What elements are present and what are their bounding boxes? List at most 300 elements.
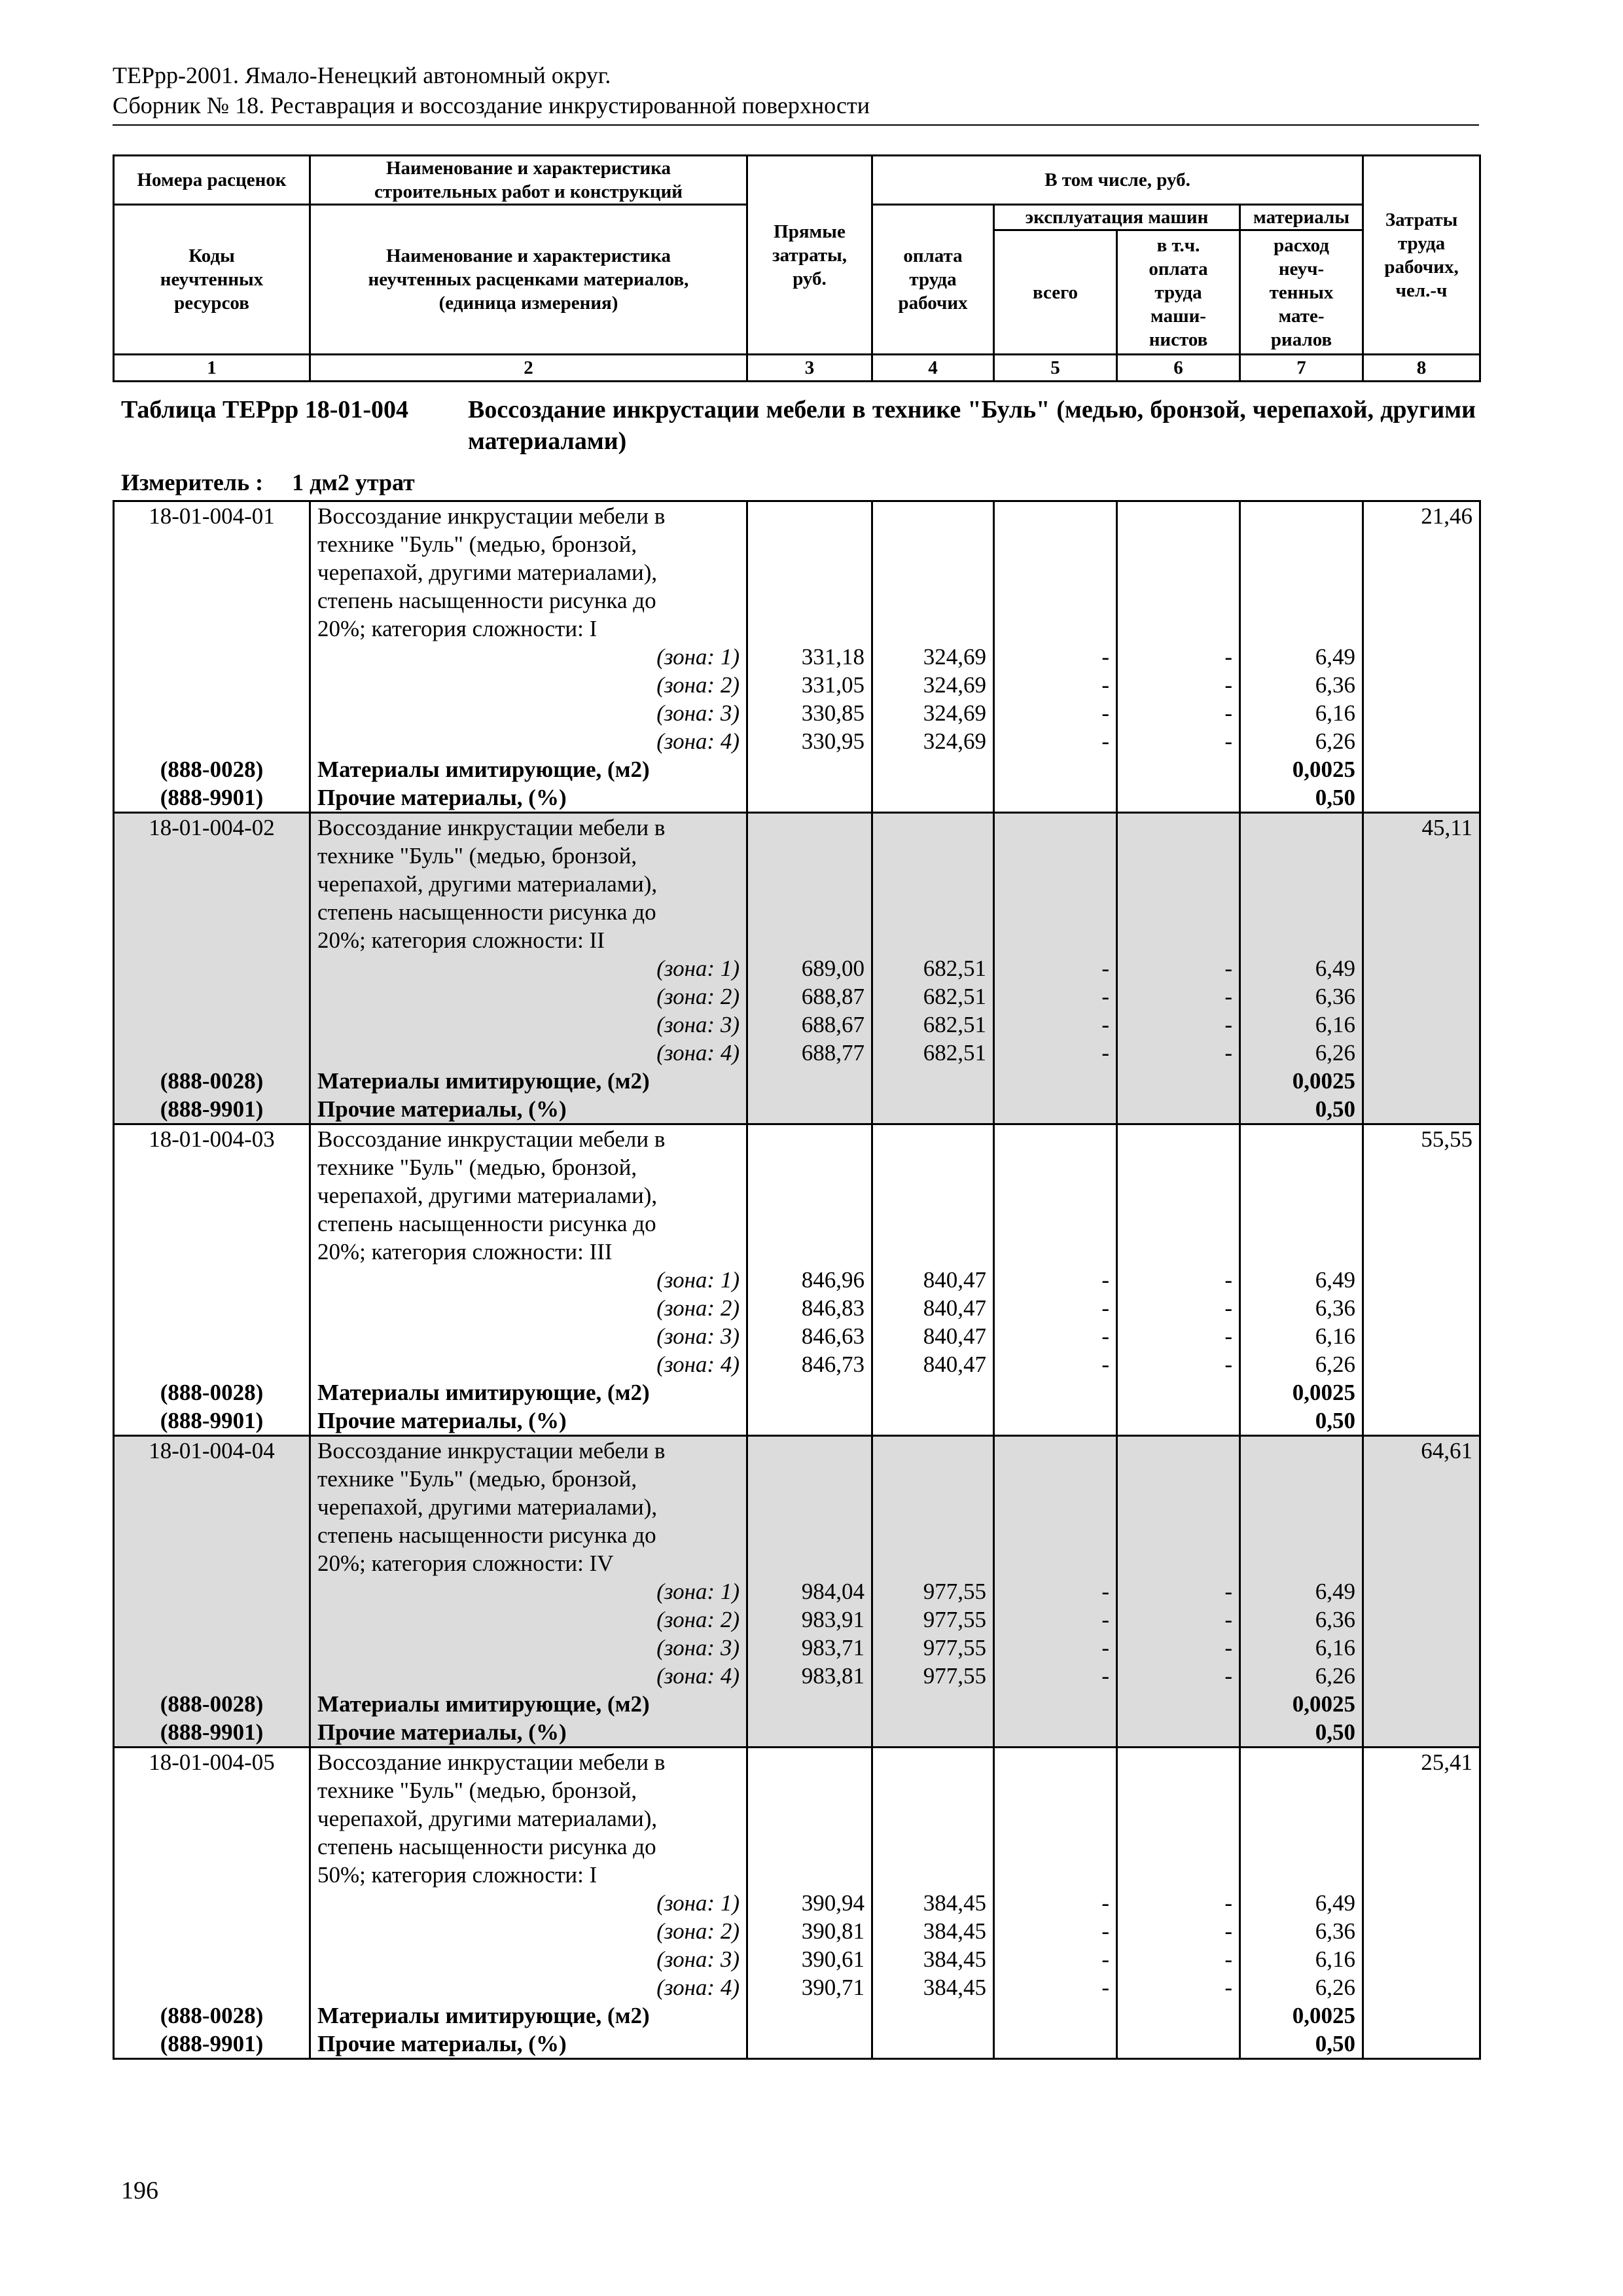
empty-cell (994, 1067, 1117, 1095)
labor-pay-value: 324,69 (872, 727, 994, 755)
zone-label: (зона: 2) (310, 1294, 747, 1322)
empty-cell (114, 1861, 310, 1889)
empty-cell (1363, 2030, 1480, 2059)
rate-code: 18-01-004-01 (114, 501, 310, 531)
labor-pay-value: 384,45 (872, 1973, 994, 2001)
labor-pay-value: 682,51 (872, 1011, 994, 1039)
empty-cell (1363, 1861, 1480, 1889)
empty-cell (872, 1181, 994, 1210)
zone-label: (зона: 3) (310, 699, 747, 727)
zone-row (114, 1634, 1480, 1662)
empty-cell (1117, 1067, 1240, 1095)
empty-cell (1117, 842, 1240, 870)
machinist-pay-value: - (1117, 727, 1240, 755)
rate-description-line: 20%; категория сложности: III (310, 1238, 747, 1266)
empty-cell (1240, 1210, 1363, 1238)
empty-cell (994, 1124, 1117, 1154)
direct-cost-value: 390,61 (747, 1945, 872, 1973)
resource-consumption-value: 0,50 (1240, 1718, 1363, 1748)
zone-label: (зона: 1) (310, 1889, 747, 1917)
empty-cell (1240, 501, 1363, 531)
rate-description-line: степень насыщенности рисунка до (310, 1833, 747, 1861)
labor-pay-value: 384,45 (872, 1889, 994, 1917)
rate-description-line: 20%; категория сложности: IV (310, 1549, 747, 1577)
table-row (114, 870, 1480, 898)
empty-cell (872, 2001, 994, 2030)
empty-cell (1117, 1210, 1240, 1238)
empty-cell (1363, 1294, 1480, 1322)
empty-cell (1240, 1776, 1363, 1804)
table-row (114, 1861, 1480, 1889)
empty-cell (114, 1662, 310, 1690)
resource-name: Прочие материалы, (%) (310, 783, 747, 813)
resource-consumption-value: 0,0025 (1240, 1690, 1363, 1718)
empty-cell (1363, 926, 1480, 954)
empty-cell (747, 1095, 872, 1124)
direct-cost-value: 688,67 (747, 1011, 872, 1039)
header-direct-costs: Прямые затраты, руб. (747, 156, 872, 355)
resource-row (114, 1718, 1480, 1748)
empty-cell (1240, 813, 1363, 842)
meter-label: Измеритель : (121, 469, 264, 495)
empty-cell (1363, 1095, 1480, 1124)
rate-description-line: технике "Буль" (медью, бронзой, (310, 1776, 747, 1804)
table-row (114, 813, 1480, 842)
empty-cell (1240, 1124, 1363, 1154)
empty-cell (994, 1407, 1117, 1436)
resource-consumption-value: 0,0025 (1240, 1067, 1363, 1095)
labor-cost-value: 25,41 (1363, 1748, 1480, 1777)
empty-cell (1363, 898, 1480, 926)
rate-description-line: черепахой, другими материалами), (310, 558, 747, 586)
direct-cost-value: 331,18 (747, 643, 872, 671)
rate-description-line: Воссоздание инкрустации мебели в (310, 1436, 747, 1465)
zone-label: (зона: 1) (310, 1266, 747, 1294)
labor-pay-value: 840,47 (872, 1266, 994, 1294)
empty-cell (114, 1153, 310, 1181)
materials-value: 6,49 (1240, 954, 1363, 982)
zone-label: (зона: 3) (310, 1945, 747, 1973)
empty-cell (114, 982, 310, 1011)
empty-cell (994, 530, 1117, 558)
empty-cell (872, 501, 994, 531)
table-code: Таблица ТЕРрр 18-01-004 (121, 396, 409, 423)
resource-consumption-value: 0,0025 (1240, 2001, 1363, 2030)
empty-cell (994, 501, 1117, 531)
empty-cell (747, 1718, 872, 1748)
empty-cell (1363, 1039, 1480, 1067)
direct-cost-value: 330,85 (747, 699, 872, 727)
machinist-pay-value: - (1117, 699, 1240, 727)
empty-cell (872, 1238, 994, 1266)
empty-cell (1117, 501, 1240, 531)
empty-cell (114, 1973, 310, 2001)
resource-row (114, 783, 1480, 813)
rate-description-line: технике "Буль" (медью, бронзой, (310, 842, 747, 870)
resource-name: Прочие материалы, (%) (310, 1095, 747, 1124)
empty-cell (747, 1465, 872, 1493)
machines-total-value: - (994, 727, 1117, 755)
direct-cost-value: 688,87 (747, 982, 872, 1011)
rate-description-line: степень насыщенности рисунка до (310, 1521, 747, 1549)
empty-cell (114, 1577, 310, 1605)
zone-label: (зона: 2) (310, 671, 747, 699)
machines-total-value: - (994, 1294, 1117, 1322)
rate-description-line: технике "Буль" (медью, бронзой, (310, 530, 747, 558)
direct-cost-value: 846,96 (747, 1266, 872, 1294)
table-title-text: Воссоздание инкрустации мебели в технике "Буль" (медью, бронзой, черепахой, другими материалами) (468, 396, 1476, 455)
direct-cost-value: 390,81 (747, 1917, 872, 1945)
column-number: 3 (747, 355, 872, 382)
labor-pay-value: 682,51 (872, 954, 994, 982)
empty-cell (994, 755, 1117, 783)
column-header-table (113, 154, 1481, 382)
empty-cell (994, 1238, 1117, 1266)
header-machines-total: всего (994, 230, 1117, 355)
materials-value: 6,26 (1240, 1350, 1363, 1378)
table-row (114, 530, 1480, 558)
empty-cell (1117, 1549, 1240, 1577)
labor-pay-value: 977,55 (872, 1662, 994, 1690)
empty-cell (114, 842, 310, 870)
direct-cost-value: 330,95 (747, 727, 872, 755)
machinist-pay-value: - (1117, 1350, 1240, 1378)
empty-cell (747, 2030, 872, 2059)
zone-label: (зона: 2) (310, 1605, 747, 1634)
column-number: 4 (872, 355, 994, 382)
zone-row (114, 1917, 1480, 1945)
empty-cell (872, 1124, 994, 1154)
machinist-pay-value: - (1117, 1294, 1240, 1322)
machinist-pay-value: - (1117, 1605, 1240, 1634)
empty-cell (872, 1493, 994, 1521)
empty-cell (114, 586, 310, 615)
table-row (114, 1549, 1480, 1577)
empty-cell (872, 842, 994, 870)
header-labor-cost: Затраты труда рабочих, чел.-ч (1363, 156, 1480, 355)
empty-cell (994, 1549, 1117, 1577)
empty-cell (114, 870, 310, 898)
zone-row (114, 1350, 1480, 1378)
empty-cell (872, 1378, 994, 1407)
resource-code: (888-9901) (114, 2030, 310, 2059)
empty-cell (747, 558, 872, 586)
rate-description-line: черепахой, другими материалами), (310, 1181, 747, 1210)
materials-value: 6,26 (1240, 1973, 1363, 2001)
zone-label: (зона: 3) (310, 1011, 747, 1039)
labor-pay-value: 682,51 (872, 982, 994, 1011)
rate-description-line: степень насыщенности рисунка до (310, 898, 747, 926)
resource-row (114, 755, 1480, 783)
empty-cell (1363, 954, 1480, 982)
header-rule (113, 124, 1479, 126)
empty-cell (872, 1067, 994, 1095)
empty-cell (1363, 1662, 1480, 1690)
empty-cell (994, 1861, 1117, 1889)
empty-cell (114, 558, 310, 586)
empty-cell (1117, 530, 1240, 558)
labor-cost-value: 64,61 (1363, 1436, 1480, 1465)
empty-cell (114, 954, 310, 982)
empty-cell (114, 1776, 310, 1804)
resource-code: (888-0028) (114, 1378, 310, 1407)
resource-code: (888-9901) (114, 1718, 310, 1748)
empty-cell (1363, 1917, 1480, 1945)
rate-description-line: степень насыщенности рисунка до (310, 1210, 747, 1238)
zone-label: (зона: 3) (310, 1634, 747, 1662)
machines-total-value: - (994, 1039, 1117, 1067)
resource-code: (888-0028) (114, 1690, 310, 1718)
empty-cell (994, 615, 1117, 643)
zone-row (114, 643, 1480, 671)
zone-label: (зона: 4) (310, 727, 747, 755)
empty-cell (1363, 1804, 1480, 1833)
machines-total-value: - (994, 1322, 1117, 1350)
empty-cell (994, 2030, 1117, 2059)
machines-total-value: - (994, 1266, 1117, 1294)
direct-cost-value: 390,94 (747, 1889, 872, 1917)
rate-description-line: 20%; категория сложности: I (310, 615, 747, 643)
header-materials-consumption: расход неуч- тенных мате- риалов (1240, 230, 1363, 355)
resource-code: (888-9901) (114, 1407, 310, 1436)
empty-cell (872, 1465, 994, 1493)
empty-cell (1117, 1124, 1240, 1154)
empty-cell (1117, 1521, 1240, 1549)
empty-cell (872, 1748, 994, 1777)
empty-cell (994, 1436, 1117, 1465)
empty-cell (747, 1436, 872, 1465)
labor-pay-value: 324,69 (872, 643, 994, 671)
empty-cell (872, 898, 994, 926)
table-row (114, 615, 1480, 643)
machinist-pay-value: - (1117, 1889, 1240, 1917)
page-number: 196 (121, 2177, 158, 2204)
resource-name: Прочие материалы, (%) (310, 1407, 747, 1436)
empty-cell (1117, 1776, 1240, 1804)
empty-cell (114, 1350, 310, 1378)
empty-cell (872, 783, 994, 813)
labor-pay-value: 840,47 (872, 1322, 994, 1350)
resource-name: Прочие материалы, (%) (310, 1718, 747, 1748)
machinist-pay-value: - (1117, 982, 1240, 1011)
table-row (114, 1181, 1480, 1210)
empty-cell (1240, 558, 1363, 586)
empty-cell (747, 1521, 872, 1549)
empty-cell (1117, 870, 1240, 898)
materials-value: 6,36 (1240, 1605, 1363, 1634)
empty-cell (747, 2001, 872, 2030)
header-materials: материалы (1240, 205, 1363, 230)
empty-cell (1363, 530, 1480, 558)
empty-cell (1240, 1833, 1363, 1861)
empty-cell (872, 1153, 994, 1181)
empty-cell (747, 615, 872, 643)
machines-total-value: - (994, 1350, 1117, 1378)
materials-value: 6,26 (1240, 727, 1363, 755)
empty-cell (1363, 755, 1480, 783)
rate-description-line: черепахой, другими материалами), (310, 870, 747, 898)
empty-cell (1240, 1493, 1363, 1521)
zone-row (114, 1945, 1480, 1973)
table-row (114, 1493, 1480, 1521)
empty-cell (1240, 1748, 1363, 1777)
empty-cell (1117, 755, 1240, 783)
empty-cell (747, 1493, 872, 1521)
empty-cell (994, 870, 1117, 898)
empty-cell (114, 1181, 310, 1210)
zone-row (114, 727, 1480, 755)
empty-cell (994, 2001, 1117, 2030)
table-row (114, 1153, 1480, 1181)
empty-cell (1363, 1493, 1480, 1521)
empty-cell (994, 1153, 1117, 1181)
running-header (113, 60, 870, 120)
empty-cell (1363, 1549, 1480, 1577)
empty-cell (872, 1776, 994, 1804)
empty-cell (1363, 1407, 1480, 1436)
empty-cell (1117, 1153, 1240, 1181)
empty-cell (1117, 586, 1240, 615)
empty-cell (1117, 2001, 1240, 2030)
empty-cell (872, 1210, 994, 1238)
empty-cell (872, 1718, 994, 1748)
labor-pay-value: 840,47 (872, 1350, 994, 1378)
direct-cost-value: 331,05 (747, 671, 872, 699)
direct-cost-value: 689,00 (747, 954, 872, 982)
machinist-pay-value: - (1117, 1917, 1240, 1945)
materials-value: 6,36 (1240, 1294, 1363, 1322)
empty-cell (872, 1521, 994, 1549)
machines-total-value: - (994, 1011, 1117, 1039)
empty-cell (1363, 1577, 1480, 1605)
empty-cell (872, 558, 994, 586)
header-resource-codes: Коды неучтенных ресурсов (114, 205, 310, 355)
rate-code: 18-01-004-04 (114, 1436, 310, 1465)
empty-cell (747, 1833, 872, 1861)
labor-pay-value: 324,69 (872, 671, 994, 699)
materials-value: 6,49 (1240, 643, 1363, 671)
empty-cell (994, 1718, 1117, 1748)
table-row (114, 501, 1480, 531)
empty-cell (114, 1322, 310, 1350)
resource-name: Материалы имитирующие, (м2) (310, 1378, 747, 1407)
table-row (114, 1465, 1480, 1493)
empty-cell (872, 755, 994, 783)
zone-label: (зона: 4) (310, 1662, 747, 1690)
empty-cell (1240, 898, 1363, 926)
rate-description-line: 20%; категория сложности: II (310, 926, 747, 954)
empty-cell (872, 1549, 994, 1577)
empty-cell (1240, 1861, 1363, 1889)
column-number: 6 (1117, 355, 1240, 382)
materials-value: 6,49 (1240, 1889, 1363, 1917)
empty-cell (872, 615, 994, 643)
empty-cell (1363, 1322, 1480, 1350)
empty-cell (114, 699, 310, 727)
empty-cell (114, 727, 310, 755)
empty-cell (1240, 842, 1363, 870)
materials-value: 6,26 (1240, 1039, 1363, 1067)
empty-cell (994, 783, 1117, 813)
empty-cell (994, 586, 1117, 615)
machines-total-value: - (994, 982, 1117, 1011)
resource-consumption-value: 0,50 (1240, 1407, 1363, 1436)
materials-value: 6,16 (1240, 1945, 1363, 1973)
empty-cell (994, 813, 1117, 842)
zone-row (114, 1294, 1480, 1322)
resource-code: (888-0028) (114, 755, 310, 783)
labor-cost-value: 45,11 (1363, 813, 1480, 842)
table-row (114, 1210, 1480, 1238)
empty-cell (994, 1690, 1117, 1718)
resource-row (114, 1378, 1480, 1407)
empty-cell (1363, 1690, 1480, 1718)
labor-pay-value: 324,69 (872, 699, 994, 727)
empty-cell (1117, 1833, 1240, 1861)
table-row (114, 926, 1480, 954)
empty-cell (1363, 1210, 1480, 1238)
zone-row (114, 1011, 1480, 1039)
empty-cell (114, 1294, 310, 1322)
empty-cell (1363, 643, 1480, 671)
direct-cost-value: 983,91 (747, 1605, 872, 1634)
rates-table (113, 500, 1481, 2060)
machines-total-value: - (994, 1917, 1117, 1945)
empty-cell (872, 1436, 994, 1465)
empty-cell (747, 1748, 872, 1777)
header-including: В том числе, руб. (872, 156, 1363, 205)
empty-cell (1117, 1436, 1240, 1465)
empty-cell (872, 1095, 994, 1124)
resource-code: (888-9901) (114, 783, 310, 813)
labor-cost-value: 55,55 (1363, 1124, 1480, 1154)
empty-cell (747, 1238, 872, 1266)
materials-value: 6,36 (1240, 1917, 1363, 1945)
empty-cell (994, 898, 1117, 926)
empty-cell (747, 1549, 872, 1577)
machinist-pay-value: - (1117, 1945, 1240, 1973)
table-row (114, 1833, 1480, 1861)
empty-cell (994, 1493, 1117, 1521)
empty-cell (114, 1605, 310, 1634)
empty-cell (1240, 1521, 1363, 1549)
zone-label: (зона: 2) (310, 1917, 747, 1945)
empty-cell (872, 2030, 994, 2059)
machines-total-value: - (994, 954, 1117, 982)
empty-cell (1117, 898, 1240, 926)
header-machines: эксплуатация машин (994, 205, 1240, 230)
materials-value: 6,16 (1240, 1322, 1363, 1350)
empty-cell (1363, 1718, 1480, 1748)
empty-cell (747, 1861, 872, 1889)
empty-cell (1117, 1493, 1240, 1521)
empty-cell (747, 530, 872, 558)
resource-code: (888-0028) (114, 1067, 310, 1095)
zone-row (114, 1039, 1480, 1067)
zone-row (114, 1605, 1480, 1634)
empty-cell (1117, 1718, 1240, 1748)
empty-cell (1117, 926, 1240, 954)
resource-consumption-value: 0,50 (1240, 2030, 1363, 2059)
materials-value: 6,36 (1240, 982, 1363, 1011)
header-line-2: Сборник № 18. Реставрация и воссоздание инкрустированной поверхности (113, 92, 870, 118)
empty-cell (1240, 926, 1363, 954)
table-row (114, 558, 1480, 586)
machines-total-value: - (994, 1662, 1117, 1690)
empty-cell (994, 1210, 1117, 1238)
empty-cell (1363, 558, 1480, 586)
empty-cell (1363, 1521, 1480, 1549)
